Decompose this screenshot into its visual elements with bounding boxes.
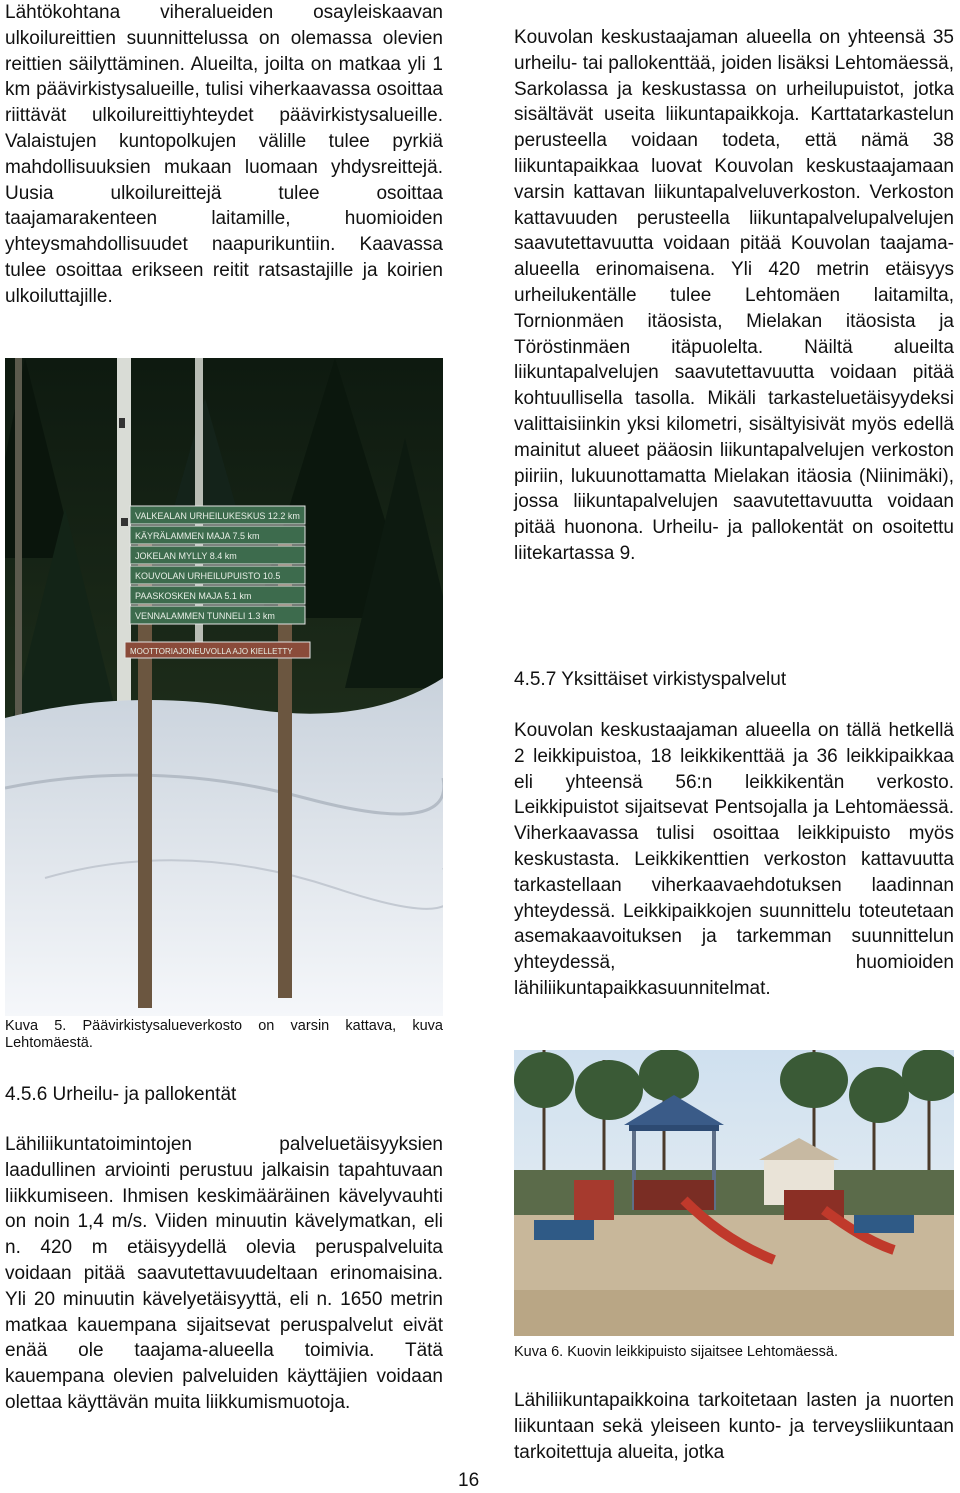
section-heading-457: 4.5.7 Yksittäiset virkistyspalvelut: [514, 669, 787, 690]
right-final-paragraph-block: [514, 1388, 954, 1465]
sports-fields-paragraph: Kouvolan keskustaajaman alueella on yhteensä 35 urheilu- tai pallokenttää, joiden lisäksi Lehtomäessä, Sarkolassa ja keskustassa on urheilupuistot, jotka sisältävät useita liikuntapaikkoja. Karttatarkastelun perusteella voidaan todeta, että nämä 38 liikuntapaikkaa luovat Kouvolan keskustaajamaan varsin kattavan liikuntapalveluverkoston. Verkoston kattavuuden perusteella liikuntapalvelupalvelujen saavutettavuutta voidaan pitää Kouvolan taajama-alueella erinomaisena. Yli 420 metrin etäisyys urheilukentälle tulee Lehtomäen laitamilta, Tornionmäen itäosista, Mielakan itäosista ja Töröstinmäen itäpuolelta. Näiltä alueilta liikuntapalvelujen saavutettavuutta voidaan pitää kohtuullisella tasolla. Mikäli tarkasteluetäisyydeksi valittaisiinkin yksi kilometri, sisältyisivät myös edellä mainitut alueet pääosin liikuntapalvelujen verkoston piiriin, lukuunottamatta Mielakan itäosia (Niinimäki), jossa liikuntapalvelujen saavutettavuutta voidaan pitää huonona. Urheilu- ja pallokentät on osoitettu liitekartassa 9.: [514, 27, 954, 564]
section-456: [5, 1082, 443, 1107]
svg-text:VALKEALAN URHEILUKESKUS 12.2 k: VALKEALAN URHEILUKESKUS 12.2 km: [135, 511, 300, 521]
svg-text:JOKELAN MYLLY 8.4 km: JOKELAN MYLLY 8.4 km: [135, 551, 237, 561]
photo2-caption: Kuva 6. Kuovin leikkipuisto sijaitsee Lehtomäessä.: [514, 1344, 839, 1360]
right-column: [514, 25, 954, 567]
section-457: [514, 667, 954, 692]
section-heading-456: 4.5.6 Urheilu- ja pallokentät: [5, 1084, 237, 1105]
left-column: [5, 0, 443, 310]
forest-signpost-photo: [5, 358, 443, 1016]
svg-text:KOUVOLAN URHEILUPUISTO 10.5: KOUVOLAN URHEILUPUISTO 10.5: [135, 571, 281, 581]
playground-paragraph: Kouvolan keskustaajaman alueella on tällä hetkellä 2 leikkipuistoa, 18 leikkikenttää ja 36 leikkipaikkaa eli yhteensä 56:n leikkikentän verkosto. Leikkipuistot sijaitsevat Pentsojalla ja Lehtomäessä. Viherkaavassa tulisi osoittaa leikkipuisto myös keskustasta. Leikkikenttien verkoston kattavuutta tarkastellaan viherkaavaehdotuksen laadinnan yhteydessä. Leikkipaikkojen suunnittelu toteutetaan asemakaavoituksen ja tarkemman suunnittelun yhteydessä, huomioiden lähiliikuntapaikkasuunnitelmat.: [514, 720, 954, 999]
svg-text:KÄYRÄLAMMEN MAJA 7.5 km: KÄYRÄLAMMEN MAJA 7.5 km: [135, 531, 260, 541]
intro-paragraph: Lähtökohtana viheralueiden osayleiskaavan ulkoilureittien suunnittelussa on olemassa olevien reittien säilyttäminen. Alueilta, joilta on matkaa yli 1 km päävirkistysalueille, tulisi viherkaavassa osoittaa riittävät ulkoilureittiyhteydet päävirkistysalueille. Valaistujen kuntopolkujen välille tulee pyrkiä mahdollisuuksien mukaan luomaan yhdysreittejä. Uusia ulkoilureittejä tulee osoittaa taajamarakenteen laitamille, huomioiden yhteysmahdollisuudet naapurikuntiin. Kaavassa tulee osoittaa erikseen reitit ratsastajille ja koirien ulkoiluttajille.: [5, 2, 443, 307]
left-second-paragraph-block: [5, 1132, 443, 1416]
photo2-caption-block: [514, 1344, 954, 1361]
svg-text:VENNALAMMEN TUNNELI 1.3 km: VENNALAMMEN TUNNELI 1.3 km: [135, 611, 275, 621]
walking-distance-paragraph: Lähiliikuntatoimintojen palveluetäisyyksien laadullinen arviointi perustuu jalkaisin tapahtuvaan liikkumiseen. Ihmisen keskimääräinen kävelyvauhti on noin 1,4 m/s. Viiden minuutin kävelymatkan, eli n. 420 m etäisyydellä olevia peruspalveluita voidaan pitää saavutettavuudeltaan erinomaisina. Yli 20 minuutin kävelyetäisyyttä, eli n. 1650 metrin matkaa kauempana sijaitsevat peruspalvelut eivät enää ole taajama-alueella toimivia. Tätä kauempana olevien palveluiden käyttäjien voidaan olettaa käyttävän muita liikkumismuotoja.: [5, 1134, 443, 1413]
playground-photo: [514, 1050, 954, 1336]
local-sports-paragraph: Lähiliikuntapaikkoina tarkoitetaan lasten ja nuorten liikuntaan sekä yleiseen kunto- ja terveysliikuntaan tarkoitettuja alueita, jotka: [514, 1390, 954, 1463]
page-number: 16: [458, 1470, 480, 1491]
playground-paragraph-block: [514, 718, 954, 1002]
photo1-caption: Kuva 5. Päävirkistysalueverkosto on varsin kattava, kuva Lehtomäestä.: [5, 1018, 443, 1051]
photo1-caption-block: [5, 1018, 443, 1052]
svg-text:PAASKOSKEN MAJA 5.1 km: PAASKOSKEN MAJA 5.1 km: [135, 591, 252, 601]
svg-text:MOOTTORIAJONEUVOLLA AJO KIELLE: MOOTTORIAJONEUVOLLA AJO KIELLETTY: [130, 647, 293, 656]
